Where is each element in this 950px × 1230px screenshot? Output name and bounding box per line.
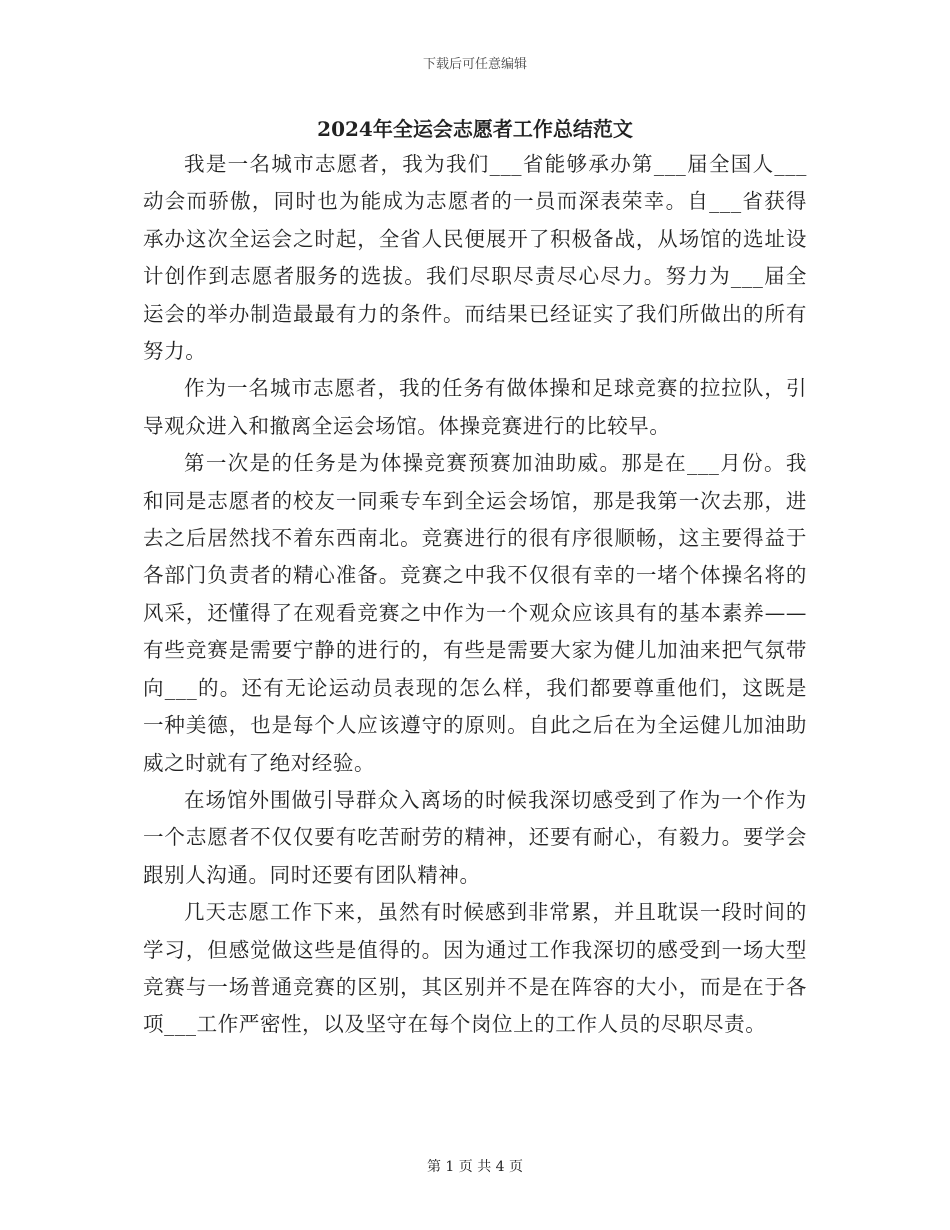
page-indicator: 第 1 页 共 4 页	[426, 1159, 524, 1175]
document-title: 2024年全运会志愿者工作总结范文	[317, 117, 633, 141]
paragraph-4: 在场馆外围做引导群众入离场的时候我深切感受到了作为一个作为一个志愿者不仅仅要有吃苦耐劳的精神，还要有耐心，有毅力。要学会跟别人沟通。同时还要有团队精神。	[143, 787, 807, 887]
paragraph-2: 作为一名城市志愿者，我的任务有做体操和足球竞赛的拉拉队，引导观众进入和撤离全运会场馆。体操竞赛进行的比较早。	[143, 376, 807, 438]
header-note: 下载后可任意编辑	[422, 57, 527, 72]
paragraph-5: 几天志愿工作下来，虽然有时候感到非常累，并且耽误一段时间的学习，但感觉做这些是值得的。因为通过工作我深切的感受到一场大型竞赛与一场普通竞赛的区别，其区别并不是在阵容的大小，而是在于各项___工作严密性，以及坚守在每个岗位上的工作人员的尽职尽责。	[143, 900, 807, 1037]
paragraph-1: 我是一名城市志愿者，我为我们___省能够承办第___届全国人___动会而骄傲，同时也为能成为志愿者的一员而深表荣幸。自___省获得承办这次全运会之时起，全省人民便展开了积极备战，从场馆的选址设计创作到志愿者服务的选拔。我们尽职尽责尽心尽力。努力为___届全运会的举办制造最最有力的条件。而结果已经证实了我们所做出的所有努力。	[143, 152, 807, 364]
paragraph-3: 第一次是的任务是为体操竞赛预赛加油助威。那是在___月份。我和同是志愿者的校友一同乘专车到全运会场馆，那是我第一次去那，进去之后居然找不着东西南北。竞赛进行的很有序很顺畅，这主要得益于各部门负责者的精心准备。竞赛之中我不仅很有幸的一堵个体操名将的风采，还懂得了在观看竞赛之中作为一个观众应该具有的基本素养——有些竞赛是需要宁静的进行的，有些是需要大家为健儿加油来把气氛带向___的。还有无论运动员表现的怎么样，我们都要尊重他们，这既是一种美德，也是每个人应该遵守的原则。自此之后在为全运健儿加油助威之时就有了绝对经验。	[143, 451, 807, 775]
document-body	[143, 146, 807, 1044]
